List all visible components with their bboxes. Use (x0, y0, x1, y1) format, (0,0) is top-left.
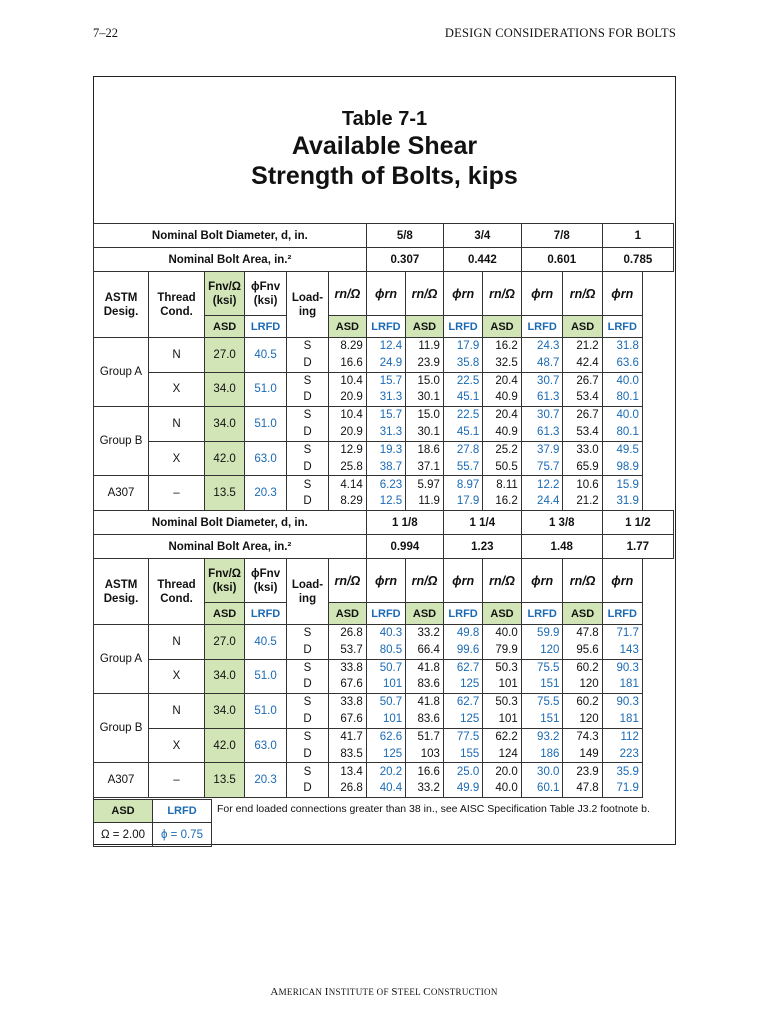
strength-cell: 62.6 125 (366, 728, 405, 763)
rn-asd-header: rn/Ω (563, 559, 602, 603)
table-row (94, 441, 674, 476)
thread-condition: – (149, 476, 205, 511)
loading-cell: S D (286, 625, 328, 660)
fnv-lrfd-value: 20.3 (245, 763, 287, 798)
area-value: 0.994 (366, 535, 443, 559)
table-row (94, 407, 674, 442)
strength-cell: 41.8 83.6 (406, 659, 444, 694)
lrfd-label: LRFD (602, 316, 642, 338)
loading-cell: S D (286, 694, 328, 729)
loading-cell: S D (286, 338, 328, 373)
strength-cell: 75.5 151 (521, 659, 563, 694)
strength-cell: 17.9 35.8 (443, 338, 482, 373)
strength-cell: 50.7 101 (366, 694, 405, 729)
asd-label: ASD (204, 316, 244, 338)
strength-cell: 11.9 23.9 (406, 338, 444, 373)
page-number: 7–22 (93, 26, 118, 40)
strength-cell: 30.7 61.3 (521, 407, 563, 442)
fnv-asd-value: 34.0 (204, 372, 244, 407)
lrfd-label: LRFD (521, 603, 563, 625)
strength-cell: 33.8 67.6 (329, 659, 367, 694)
fnv-lrfd-value: 51.0 (245, 659, 287, 694)
asd-label: ASD (483, 603, 522, 625)
rn-lrfd-header: ϕrn (521, 272, 563, 316)
strength-cell: 27.8 55.7 (443, 441, 482, 476)
table-row (94, 763, 674, 798)
strength-cell: 74.3 149 (563, 728, 602, 763)
diameter-label: Nominal Bolt Diameter, d, in. (94, 511, 367, 535)
strength-cell: 22.5 45.1 (443, 372, 482, 407)
rn-asd-header: rn/Ω (329, 559, 367, 603)
loading-cell: S D (286, 372, 328, 407)
strength-cell: 30.7 61.3 (521, 372, 563, 407)
rn-lrfd-header: ϕrn (602, 559, 642, 603)
diameter-value: 1 1/8 (366, 511, 443, 535)
diameter-value: 1 (602, 224, 673, 248)
loading-cell: S D (286, 728, 328, 763)
table-row (94, 338, 674, 373)
lrfd-label: LRFD (366, 316, 405, 338)
strength-cell: 24.3 48.7 (521, 338, 563, 373)
asd-label: ASD (329, 316, 367, 338)
loading-header: Load-ing (286, 559, 328, 625)
table-frame (93, 76, 676, 845)
astm-group: A307 (94, 763, 149, 798)
table-row (94, 372, 674, 407)
lrfd-label: LRFD (245, 603, 287, 625)
thread-condition: N (149, 625, 205, 660)
loading-cell: S D (286, 407, 328, 442)
fnv-asd-value: 34.0 (204, 407, 244, 442)
strength-cell: 41.8 83.6 (406, 694, 444, 729)
strength-cell: 40.0 79.9 (483, 625, 522, 660)
strength-cell: 15.0 30.1 (406, 372, 444, 407)
strength-cell: 60.2 120 (563, 694, 602, 729)
strength-cell: 26.7 53.4 (563, 372, 602, 407)
strength-cell: 33.8 67.6 (329, 694, 367, 729)
strength-cell: 40.0 80.1 (602, 407, 642, 442)
rn-lrfd-header: ϕrn (366, 559, 405, 603)
bolt-table-section-2 (93, 510, 674, 798)
strength-cell: 40.3 80.5 (366, 625, 405, 660)
strength-cell: 30.0 60.1 (521, 763, 563, 798)
strength-cell: 47.8 95.6 (563, 625, 602, 660)
rn-asd-header: rn/Ω (329, 272, 367, 316)
strength-cell: 8.97 17.9 (443, 476, 482, 511)
rn-asd-header: rn/Ω (483, 559, 522, 603)
strength-cell: 33.2 66.4 (406, 625, 444, 660)
strength-cell: 90.3 181 (602, 694, 642, 729)
fnv-asd-header: Fnv/Ω (ksi) (204, 272, 244, 316)
strength-cell: 20.0 40.0 (483, 763, 522, 798)
strength-cell: 25.2 50.5 (483, 441, 522, 476)
strength-cell: 10.4 20.9 (329, 372, 367, 407)
thread-condition: N (149, 407, 205, 442)
table-row (94, 728, 674, 763)
fnv-asd-value: 42.0 (204, 728, 244, 763)
fnv-lrfd-value: 40.5 (245, 338, 287, 373)
asd-label: ASD (329, 603, 367, 625)
strength-cell: 49.8 99.6 (443, 625, 482, 660)
strength-cell: 20.2 40.4 (366, 763, 405, 798)
strength-cell: 6.23 12.5 (366, 476, 405, 511)
fnv-lrfd-value: 40.5 (245, 625, 287, 660)
astm-group: Group A (94, 338, 149, 407)
astm-group: Group A (94, 625, 149, 694)
diameter-label: Nominal Bolt Diameter, d, in. (94, 224, 367, 248)
fnv-lrfd-value: 51.0 (245, 694, 287, 729)
strength-cell: 15.0 30.1 (406, 407, 444, 442)
strength-cell: 10.6 21.2 (563, 476, 602, 511)
strength-cell: 33.0 65.9 (563, 441, 602, 476)
lrfd-label: LRFD (366, 603, 405, 625)
fnv-lrfd-value: 63.0 (245, 728, 287, 763)
fnv-lrfd-value: 63.0 (245, 441, 287, 476)
strength-cell: 93.2 186 (521, 728, 563, 763)
running-title: DESIGN CONSIDERATIONS FOR BOLTS (444, 26, 676, 40)
thread-condition: N (149, 694, 205, 729)
loading-header: Load-ing (286, 272, 328, 338)
strength-cell: 40.0 80.1 (602, 372, 642, 407)
rn-asd-header: rn/Ω (406, 559, 444, 603)
fnv-asd-value: 27.0 (204, 338, 244, 373)
fnv-asd-value: 34.0 (204, 694, 244, 729)
strength-cell: 12.2 24.4 (521, 476, 563, 511)
area-value: 0.785 (602, 248, 673, 272)
diameter-value: 1 1/2 (602, 511, 673, 535)
footer-note: For end loaded connections greater than 38 in., see AISC Specification Table J3.2 footnote b. (217, 803, 650, 815)
thread-header: Thread Cond. (149, 272, 205, 338)
strength-cell: 50.3 101 (483, 694, 522, 729)
strength-cell: 26.8 53.7 (329, 625, 367, 660)
strength-cell: 20.4 40.9 (483, 372, 522, 407)
strength-cell: 12.9 25.8 (329, 441, 367, 476)
lrfd-label: LRFD (521, 316, 563, 338)
strength-cell: 41.7 83.5 (329, 728, 367, 763)
table-title-line1: Available Shear (291, 132, 478, 160)
strength-cell: 59.9 120 (521, 625, 563, 660)
astm-header: ASTM Desig. (94, 559, 149, 625)
fnv-asd-value: 13.5 (204, 476, 244, 511)
rn-lrfd-header: ϕrn (366, 272, 405, 316)
rn-lrfd-header: ϕrn (443, 272, 482, 316)
fnv-asd-value: 42.0 (204, 441, 244, 476)
strength-cell: 20.4 40.9 (483, 407, 522, 442)
diameter-value: 1 1/4 (443, 511, 521, 535)
rn-lrfd-header: ϕrn (521, 559, 563, 603)
footer-asd: ASD (93, 799, 153, 823)
thread-condition: X (149, 372, 205, 407)
thread-condition: X (149, 441, 205, 476)
diameter-value: 3/4 (443, 224, 521, 248)
table-footer (93, 799, 677, 847)
strength-cell: 8.29 16.6 (329, 338, 367, 373)
rn-lrfd-header: ϕrn (602, 272, 642, 316)
asd-label: ASD (406, 603, 444, 625)
strength-cell: 62.7 125 (443, 694, 482, 729)
strength-cell: 77.5 155 (443, 728, 482, 763)
table-title-block (94, 77, 675, 223)
footer-lrfd: LRFD (152, 799, 212, 823)
thread-condition: X (149, 728, 205, 763)
table-row (94, 476, 674, 511)
area-value: 0.601 (521, 248, 602, 272)
loading-cell: S D (286, 441, 328, 476)
diameter-value: 7/8 (521, 224, 602, 248)
area-value: 1.77 (602, 535, 673, 559)
table-number: Table 7-1 (341, 108, 428, 130)
strength-cell: 18.6 37.1 (406, 441, 444, 476)
running-header (93, 26, 676, 42)
area-value: 0.307 (366, 248, 443, 272)
rn-asd-header: rn/Ω (483, 272, 522, 316)
strength-cell: 16.2 32.5 (483, 338, 522, 373)
fnv-lrfd-value: 51.0 (245, 407, 287, 442)
table-row (94, 694, 674, 729)
astm-group: Group B (94, 407, 149, 476)
lrfd-label: LRFD (443, 603, 482, 625)
astm-header: ASTM Desig. (94, 272, 149, 338)
strength-cell: 60.2 120 (563, 659, 602, 694)
diameter-value: 5/8 (366, 224, 443, 248)
rn-lrfd-header: ϕrn (443, 559, 482, 603)
astm-group: A307 (94, 476, 149, 511)
area-value: 1.23 (443, 535, 521, 559)
fnv-lrfd-value: 20.3 (245, 476, 287, 511)
asd-label: ASD (483, 316, 522, 338)
strength-cell: 21.2 42.4 (563, 338, 602, 373)
area-label: Nominal Bolt Area, in.² (94, 248, 367, 272)
lrfd-label: LRFD (443, 316, 482, 338)
area-value: 0.442 (443, 248, 521, 272)
strength-cell: 37.9 75.7 (521, 441, 563, 476)
strength-cell: 112 223 (602, 728, 642, 763)
strength-cell: 10.4 20.9 (329, 407, 367, 442)
strength-cell: 12.4 24.9 (366, 338, 405, 373)
strength-cell: 19.3 38.7 (366, 441, 405, 476)
strength-cell: 8.11 16.2 (483, 476, 522, 511)
area-label: Nominal Bolt Area, in.² (94, 535, 367, 559)
strength-cell: 51.7 103 (406, 728, 444, 763)
loading-cell: S D (286, 659, 328, 694)
strength-cell: 15.7 31.3 (366, 407, 405, 442)
strength-cell: 75.5 151 (521, 694, 563, 729)
fnv-lrfd-header: ϕFnv (ksi) (245, 559, 287, 603)
strength-cell: 15.9 31.9 (602, 476, 642, 511)
diameter-value: 1 3/8 (521, 511, 602, 535)
strength-cell: 13.4 26.8 (329, 763, 367, 798)
footer-phi: ϕ = 0.75 (152, 822, 212, 847)
astm-group: Group B (94, 694, 149, 763)
asd-label: ASD (563, 603, 602, 625)
strength-cell: 5.97 11.9 (406, 476, 444, 511)
running-footer: AMERICAN INSTITUTE OF STEEL CONSTRUCTION (270, 986, 498, 998)
table-title-line2: Strength of Bolts, kips (251, 162, 518, 190)
lrfd-label: LRFD (245, 316, 287, 338)
strength-cell: 16.6 33.2 (406, 763, 444, 798)
strength-cell: 25.0 49.9 (443, 763, 482, 798)
fnv-asd-value: 13.5 (204, 763, 244, 798)
fnv-lrfd-value: 51.0 (245, 372, 287, 407)
strength-cell: 71.7 143 (602, 625, 642, 660)
strength-cell: 35.9 71.9 (602, 763, 642, 798)
footer-omega: Ω = 2.00 (93, 822, 153, 847)
thread-condition: – (149, 763, 205, 798)
lrfd-label: LRFD (602, 603, 642, 625)
strength-cell: 4.14 8.29 (329, 476, 367, 511)
thread-condition: X (149, 659, 205, 694)
table-row (94, 625, 674, 660)
fnv-asd-value: 34.0 (204, 659, 244, 694)
asd-label: ASD (563, 316, 602, 338)
rn-asd-header: rn/Ω (406, 272, 444, 316)
strength-cell: 50.7 101 (366, 659, 405, 694)
strength-cell: 23.9 47.8 (563, 763, 602, 798)
strength-cell: 22.5 45.1 (443, 407, 482, 442)
asd-label: ASD (204, 603, 244, 625)
area-value: 1.48 (521, 535, 602, 559)
loading-cell: S D (286, 476, 328, 511)
strength-cell: 90.3 181 (602, 659, 642, 694)
strength-cell: 26.7 53.4 (563, 407, 602, 442)
strength-cell: 31.8 63.6 (602, 338, 642, 373)
strength-cell: 50.3 101 (483, 659, 522, 694)
fnv-asd-value: 27.0 (204, 625, 244, 660)
asd-label: ASD (406, 316, 444, 338)
rn-asd-header: rn/Ω (563, 272, 602, 316)
fnv-lrfd-header: ϕFnv (ksi) (245, 272, 287, 316)
loading-cell: S D (286, 763, 328, 798)
fnv-asd-header: Fnv/Ω (ksi) (204, 559, 244, 603)
strength-cell: 49.5 98.9 (602, 441, 642, 476)
bolt-table-section-1 (93, 223, 674, 511)
thread-header: Thread Cond. (149, 559, 205, 625)
strength-cell: 62.7 125 (443, 659, 482, 694)
strength-cell: 62.2 124 (483, 728, 522, 763)
thread-condition: N (149, 338, 205, 373)
strength-cell: 15.7 31.3 (366, 372, 405, 407)
table-row (94, 659, 674, 694)
